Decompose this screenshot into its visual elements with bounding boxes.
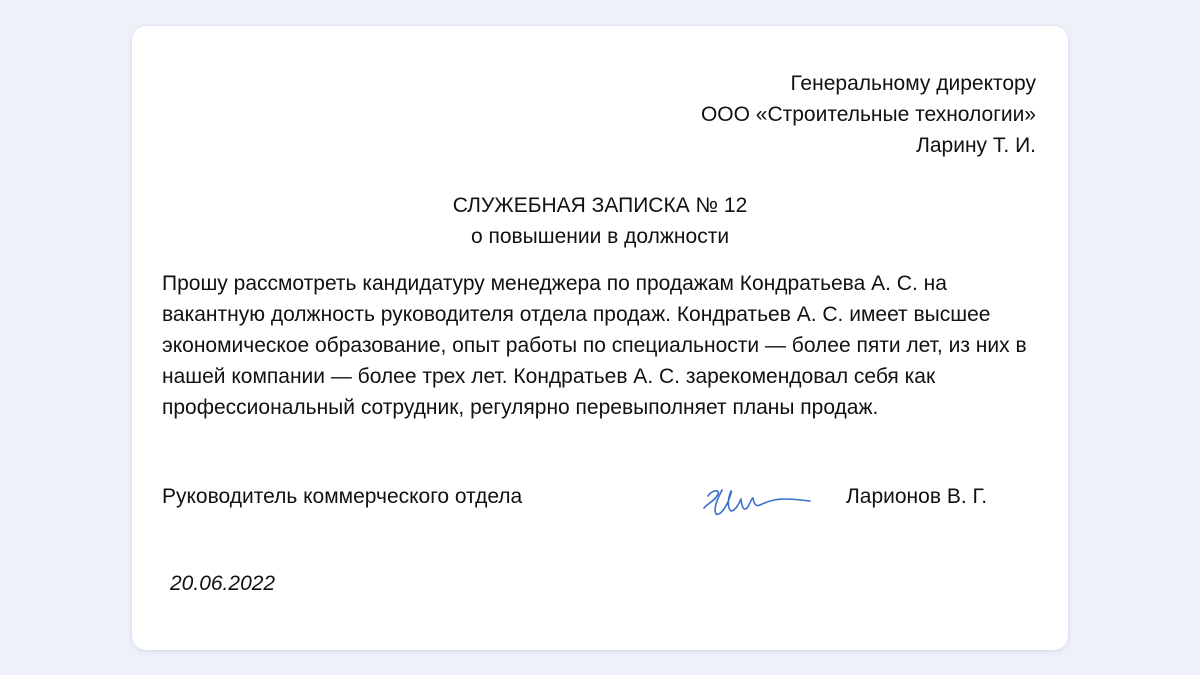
memo-heading: [132, 190, 1068, 252]
signer-position: Руководитель коммерческого отдела: [162, 485, 523, 508]
addressee-company: ООО «Строительные технологии»: [700, 103, 1036, 126]
signature-row: [162, 478, 1036, 518]
addressee-block: [701, 68, 1036, 161]
memo-document: [132, 26, 1068, 650]
addressee-name: Ларину Т. И.: [916, 134, 1036, 157]
signer-name: Ларионов В. Г.: [846, 485, 988, 508]
memo-date: 20.06.2022: [170, 572, 276, 595]
handwritten-signature: [698, 478, 818, 522]
memo-subtitle: о повышении в должности: [470, 225, 730, 248]
memo-title: СЛУЖЕБНАЯ ЗАПИСКА № 12: [452, 194, 748, 217]
memo-body: Прошу рассмотреть кандидатуру менеджера по продажам Кондратьева А. С. на вакантную должность руководителя отдела продаж. Кондратьев А. С. имеет высшее экономическое образование, опыт работы по специальности — более пяти лет, из них в нашей компании — более трех лет. Кондратьев А. С. зарекомендовал себя как профессиональный сотрудник, регулярно перевыполняет планы продаж.: [162, 272, 1027, 419]
addressee-position: Генеральному директору: [790, 72, 1036, 95]
